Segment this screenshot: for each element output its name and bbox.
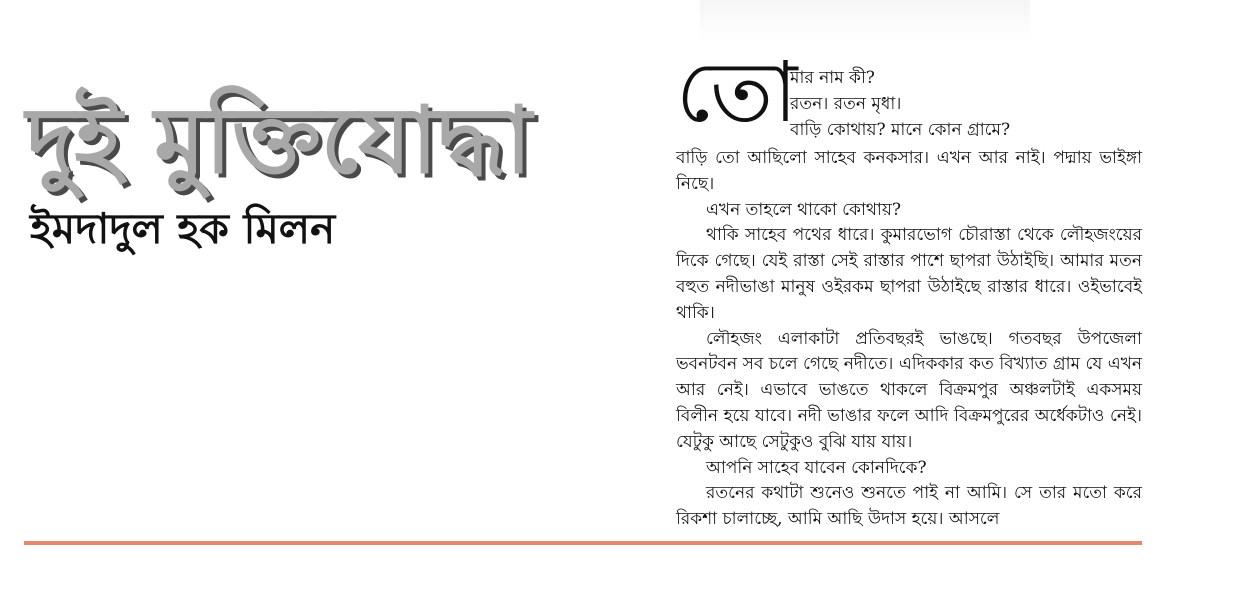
intro-line: রতন। রতন মৃধা। <box>790 94 902 114</box>
paragraph: আপনি সাহেব যাবেন কোনদিকে? <box>706 457 927 478</box>
top-fade-decoration <box>700 0 1030 40</box>
drop-cap: তো <box>676 43 798 141</box>
intro-line: মার নাম কী? <box>790 68 875 88</box>
paragraph: লৌহজং এলাকাটা প্রতিবছরই ভাঙছে। গতবছর উপজেলা ভবনটবন সব চলে গেছে নদীতে। এদিককার কত বিখ্যাত গ্রাম যে এখন আর নেই। এভাবে ভাঙতে থাকলে বিক্রমপুর অঞ্চলটাই একসময় বিলীন হয়ে যাবে। নদী ভাঙার ফলে আদি বিক্রমপুরের অর্ধেকটাও নেই। যেটুকু আছে সেটুকুও বুঝি যায় যায়। <box>676 328 1142 452</box>
article-body <box>676 146 1142 533</box>
article-title: দুই মুক্তিযোদ্ধা <box>26 86 532 194</box>
paragraph: এখন তাহলে থাকো কোথায়? <box>706 199 901 220</box>
author-name: ইমদাদুল হক মিলন <box>30 204 336 253</box>
bottom-divider <box>24 541 1142 545</box>
intro-line: বাড়ি কোথায়? মানে কোন গ্রামে? <box>790 120 1011 140</box>
paragraph: রতনের কথাটা শুনেও শুনতে পাই না আমি। সে তার মতো করে রিকশা চালাচ্ছে, আমি আছি উদাস হয়ে। আসলে <box>676 483 1142 530</box>
paragraph: বাড়ি তো আছিলো সাহেব কনকসার। এখন আর নাই। পদ্মায় ভাইঙ্গা নিছে। <box>676 148 1142 194</box>
paragraph: থাকি সাহেব পথের ধারে। কুমারভোগ চৌরাস্তা থেকে লৌহজংয়ের দিকে গেছে। যেই রাস্তা সেই রাস্তার পাশে ছাপরা উঠাইছি। আমার মতন বহুত নদীভাঙা মানুষ ওইরকম ছাপরা উঠাইছে রাস্তার ধারে। ওইভাবেই থাকি। <box>676 225 1142 323</box>
